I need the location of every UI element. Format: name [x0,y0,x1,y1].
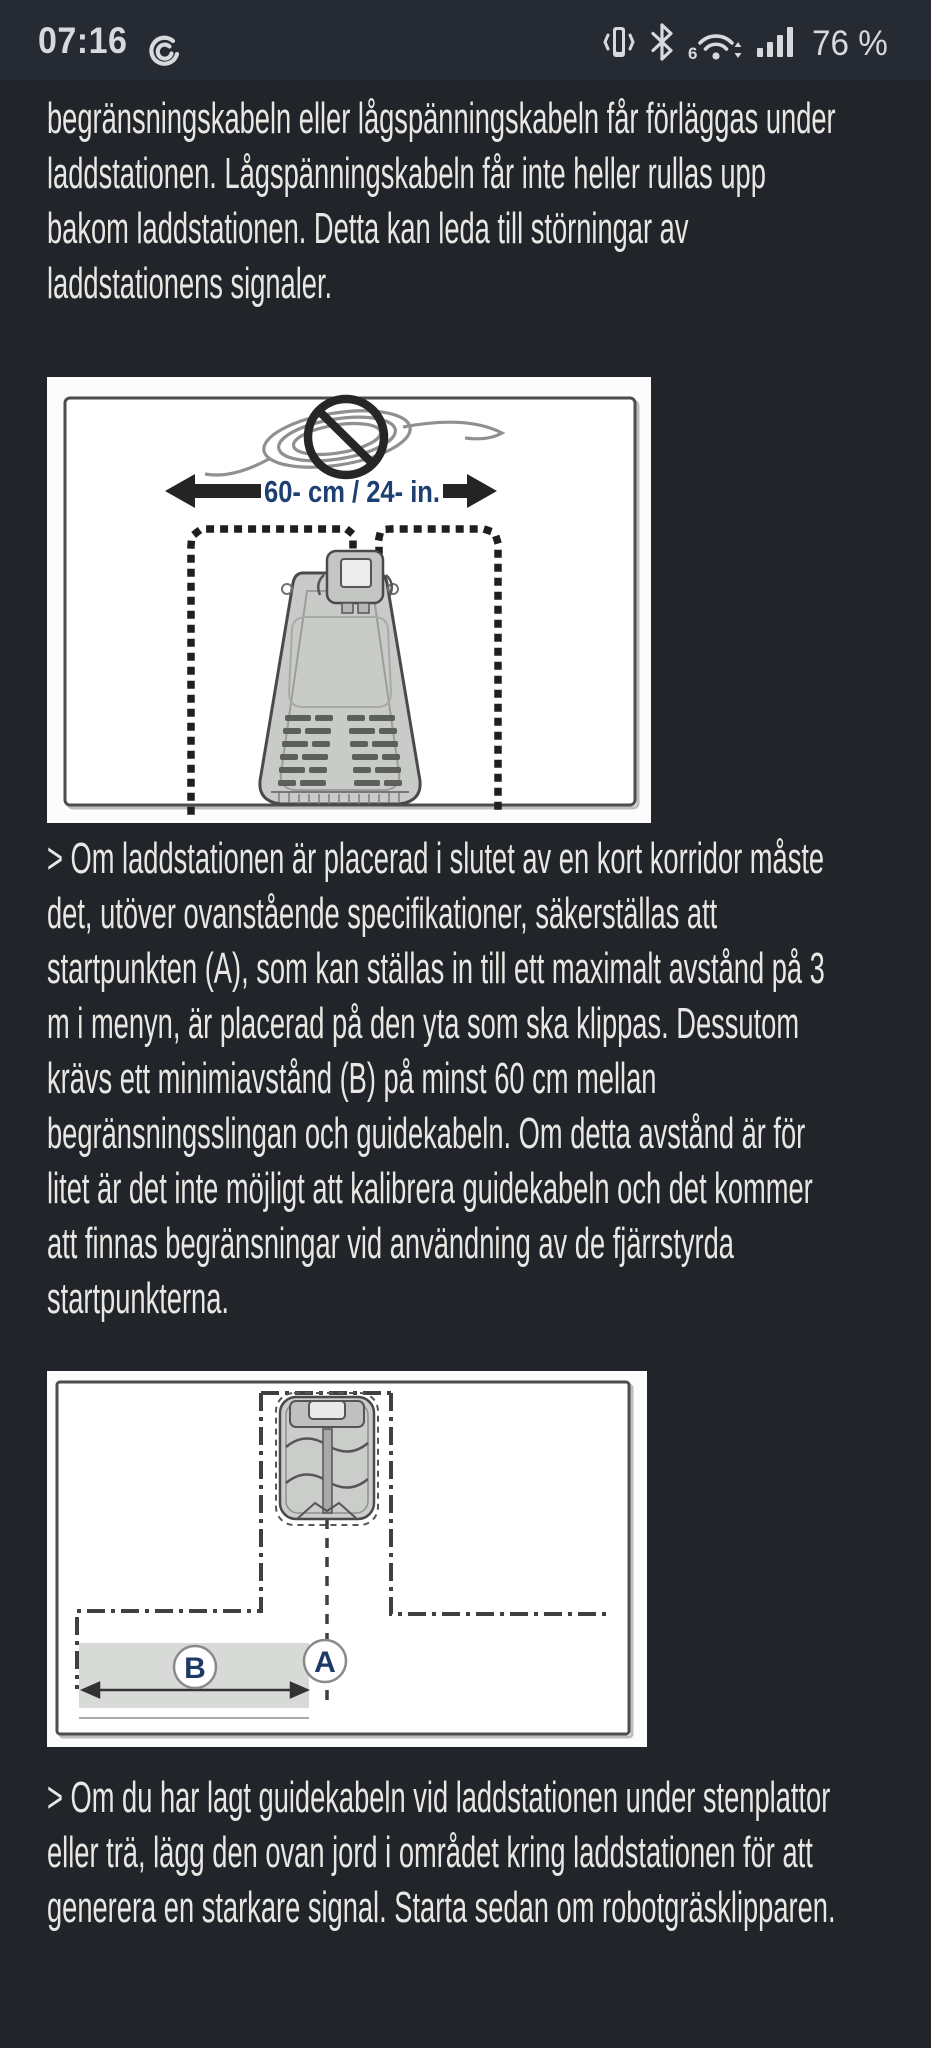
text-line: att finnas begränsningar vid användning av de fjärrstyrda [47,1219,734,1268]
text-line: det, utöver ovanstående specifikationer, säkerställas att [47,889,718,938]
spiral-notification-icon [146,34,182,75]
label-b [174,1646,216,1688]
battery-percent: 76 % [812,24,888,63]
text-line: litet är det inte möjligt att kalibrera guidekabeln och det kommer [47,1164,813,1213]
text-line: krävs ett minimiavstånd (B) på minst 60 cm mellan [47,1054,657,1103]
svg-text:B: B [184,1652,206,1685]
signal-strength-icon [755,22,797,67]
text-line: > Om laddstationen är placerad i slutet av en kort korridor måste [47,834,825,883]
text-line: eller trä, lägg den ovan jord i området kring laddstationen för att [47,1828,813,1877]
status-icons [600,22,888,66]
clock: 07:16 [38,20,128,61]
figure-charging-station-clearance [47,377,651,823]
svg-text:A: A [314,1646,336,1679]
text-line: startpunkten (A), som kan ställas in till ett maximalt avstånd på 3 [47,944,825,993]
text-line: begränsningsslingan och guidekabeln. Om detta avstånd är för [47,1109,806,1158]
dimension-label: 60- cm / 24- in. [264,474,440,509]
text-line: begränsningskabeln eller lågspänningskabeln får förläggas under [47,94,836,143]
text-line: bakom laddstationen. Detta kan leda till störningar av [47,204,689,253]
paragraph-guide-cable-tip [47,1770,931,1935]
text-line: generera en starkare signal. Starta sedan om robotgräsklipparen. [47,1883,836,1932]
paragraph-corridor-rules [47,831,931,1326]
text-line: laddstationens signaler. [47,259,333,308]
svg-text:6: 6 [688,43,698,62]
text-line: startpunkterna. [47,1274,229,1323]
wifi6-icon [686,22,744,67]
charging-station-top [276,1393,378,1525]
bluetooth-icon [649,22,675,67]
vibrate-icon [600,22,638,67]
status-bar [0,0,931,80]
paragraph-cable-warning [47,91,931,311]
text-line: m i menyn, är placerad på den yta som ska klippas. Dessutom [47,999,800,1048]
label-a [304,1640,346,1682]
figure-corridor-startpoints [47,1371,647,1747]
text-line: laddstationen. Lågspänningskabeln får inte heller rullas upp [47,149,766,198]
text-line: > Om du har lagt guidekabeln vid laddstationen under stenplattor [47,1773,831,1822]
